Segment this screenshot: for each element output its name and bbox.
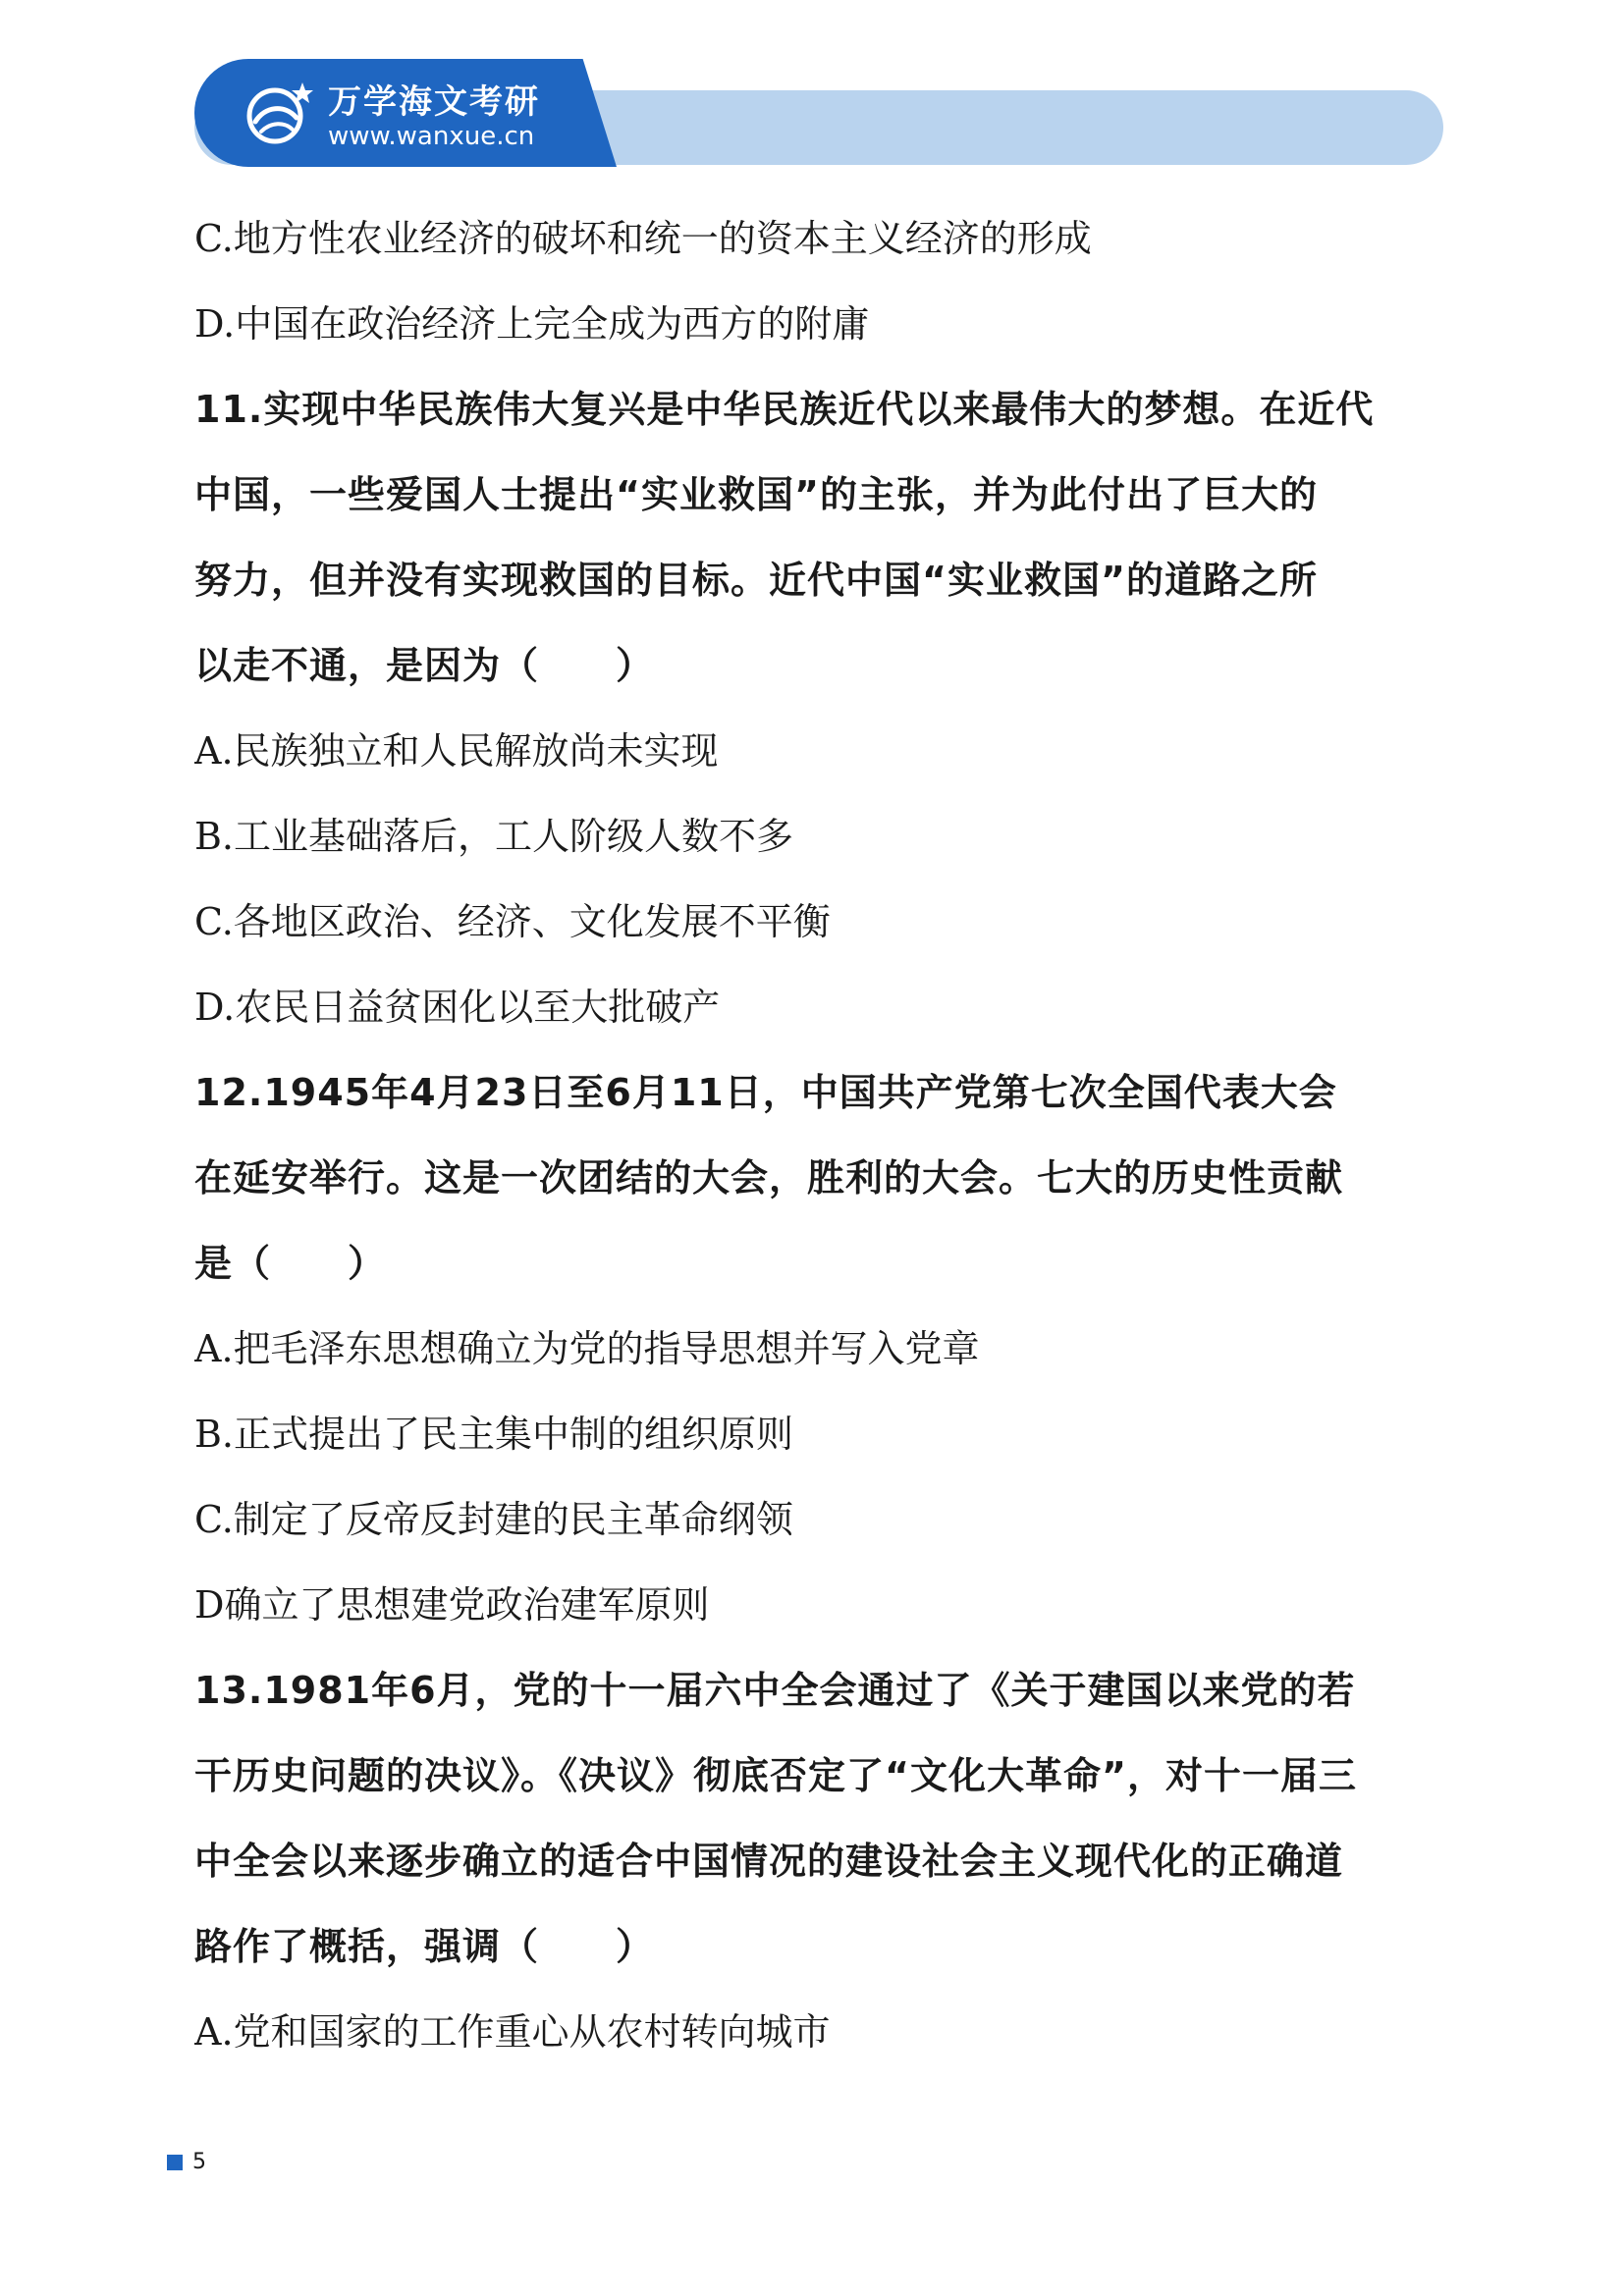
option-line: A.党和国家的工作重心从农村转向城市 bbox=[194, 2010, 831, 2054]
footer-marker bbox=[167, 2155, 183, 2170]
question-line: 努力，但并没有实现救国的目标。近代中国“实业救国”的道路之所 bbox=[194, 559, 1318, 602]
question-line: 中全会以来逐步确立的适合中国情况的建设社会主义现代化的正确道 bbox=[194, 1840, 1344, 1883]
question-line: 11.实现中华民族伟大复兴是中华民族近代以来最伟大的梦想。在近代 bbox=[194, 388, 1375, 431]
question-line: 12.1945年4月23日至6月11日，中国共产党第七次全国代表大会 bbox=[194, 1071, 1337, 1114]
option-line: C.地方性农业经济的破坏和统一的资本主义经济的形成 bbox=[194, 217, 1092, 260]
brand-url: www.wanxue.cn bbox=[328, 122, 535, 151]
option-line: C.各地区政治、经济、文化发展不平衡 bbox=[194, 900, 831, 943]
option-line: B.工业基础落后，工人阶级人数不多 bbox=[194, 815, 794, 858]
option-line: C.制定了反帝反封建的民主革命纲领 bbox=[194, 1498, 793, 1541]
question-line: 以走不通，是因为（ ） bbox=[194, 644, 655, 687]
page-number: 5 bbox=[192, 2150, 206, 2174]
brand-name: 万学海文考研 bbox=[328, 82, 540, 122]
question-line: 是（ ） bbox=[194, 1242, 387, 1285]
question-line: 13.1981年6月，党的十一届六中全会通过了《关于建国以来党的若 bbox=[194, 1669, 1356, 1712]
option-line: B.正式提出了民主集中制的组织原则 bbox=[194, 1413, 794, 1456]
option-line: D确立了思想建党政治建军原则 bbox=[194, 1583, 710, 1627]
wanxue-logo-icon bbox=[242, 77, 316, 151]
option-line: A.把毛泽东思想确立为党的指导思想并写入党章 bbox=[194, 1327, 980, 1370]
option-line: D.中国在政治经济上完全成为西方的附庸 bbox=[194, 302, 870, 346]
question-line: 干历史问题的决议》。《决议》彻底否定了“文化大革命”，对十一届三 bbox=[194, 1754, 1357, 1797]
option-line: D.农民日益贫困化以至大批破产 bbox=[194, 986, 721, 1029]
question-line: 在延安举行。这是一次团结的大会，胜利的大会。七大的历史性贡献 bbox=[194, 1156, 1344, 1200]
question-line: 路作了概括，强调（ ） bbox=[194, 1925, 655, 1968]
option-line: A.民族独立和人民解放尚未实现 bbox=[194, 729, 719, 773]
question-line: 中国，一些爱国人士提出“实业救国”的主张，并为此付出了巨大的 bbox=[194, 473, 1318, 516]
